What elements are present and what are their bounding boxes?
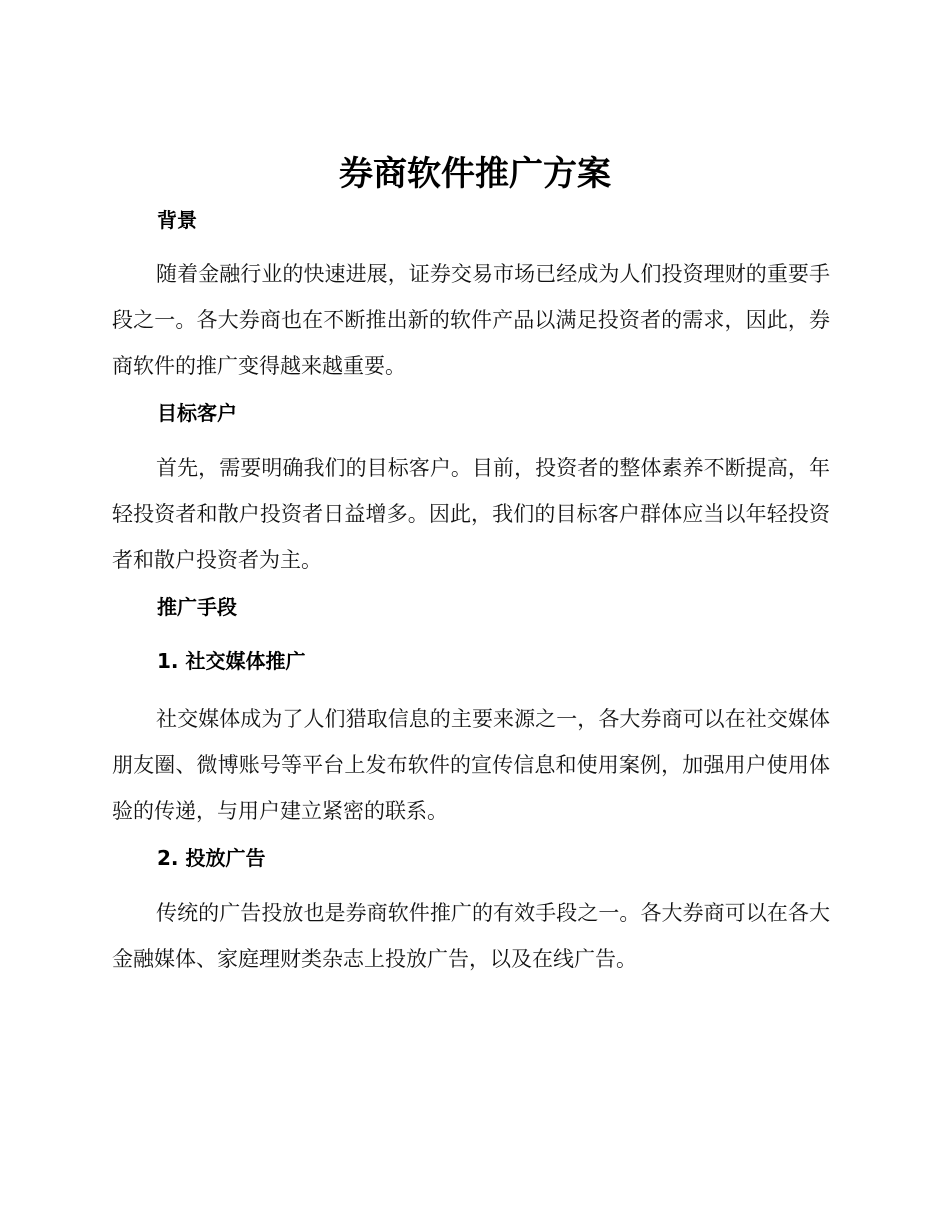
section-heading-promotion-methods: 推广手段 bbox=[157, 595, 237, 619]
document-title: 券商软件推广方案 bbox=[339, 154, 611, 194]
section-heading-social-media: 1. 社交媒体推广 bbox=[157, 649, 306, 673]
section-paragraph-target-customers: 首先，需要明确我们的目标客户。目前，投资者的整体素养不断提高，年轻投资者和散户投资者日益增多。因此，我们的目标客户群体应当以年轻投资者和散户投资者为主。 bbox=[112, 456, 830, 572]
section-paragraph-advertising: 传统的广告投放也是券商软件推广的有效手段之一。各大券商可以在各大金融媒体、家庭理财类杂志上投放广告，以及在线广告。 bbox=[112, 901, 830, 971]
section-paragraph-background: 随着金融行业的快速进展，证券交易市场已经成为人们投资理财的重要手段之一。各大券商也在不断推出新的软件产品以满足投资者的需求，因此，券商软件的推广变得越来越重要。 bbox=[112, 262, 830, 378]
section-paragraph-social-media: 社交媒体成为了人们猎取信息的主要来源之一，各大券商可以在社交媒体朋友圈、微博账号等平台上发布软件的宣传信息和使用案例，加强用户使用体验的传递，与用户建立紧密的联系。 bbox=[112, 707, 830, 823]
section-heading-background: 背景 bbox=[157, 208, 197, 232]
section-heading-target-customers: 目标客户 bbox=[157, 401, 237, 425]
section-heading-advertising: 2. 投放广告 bbox=[157, 846, 266, 870]
